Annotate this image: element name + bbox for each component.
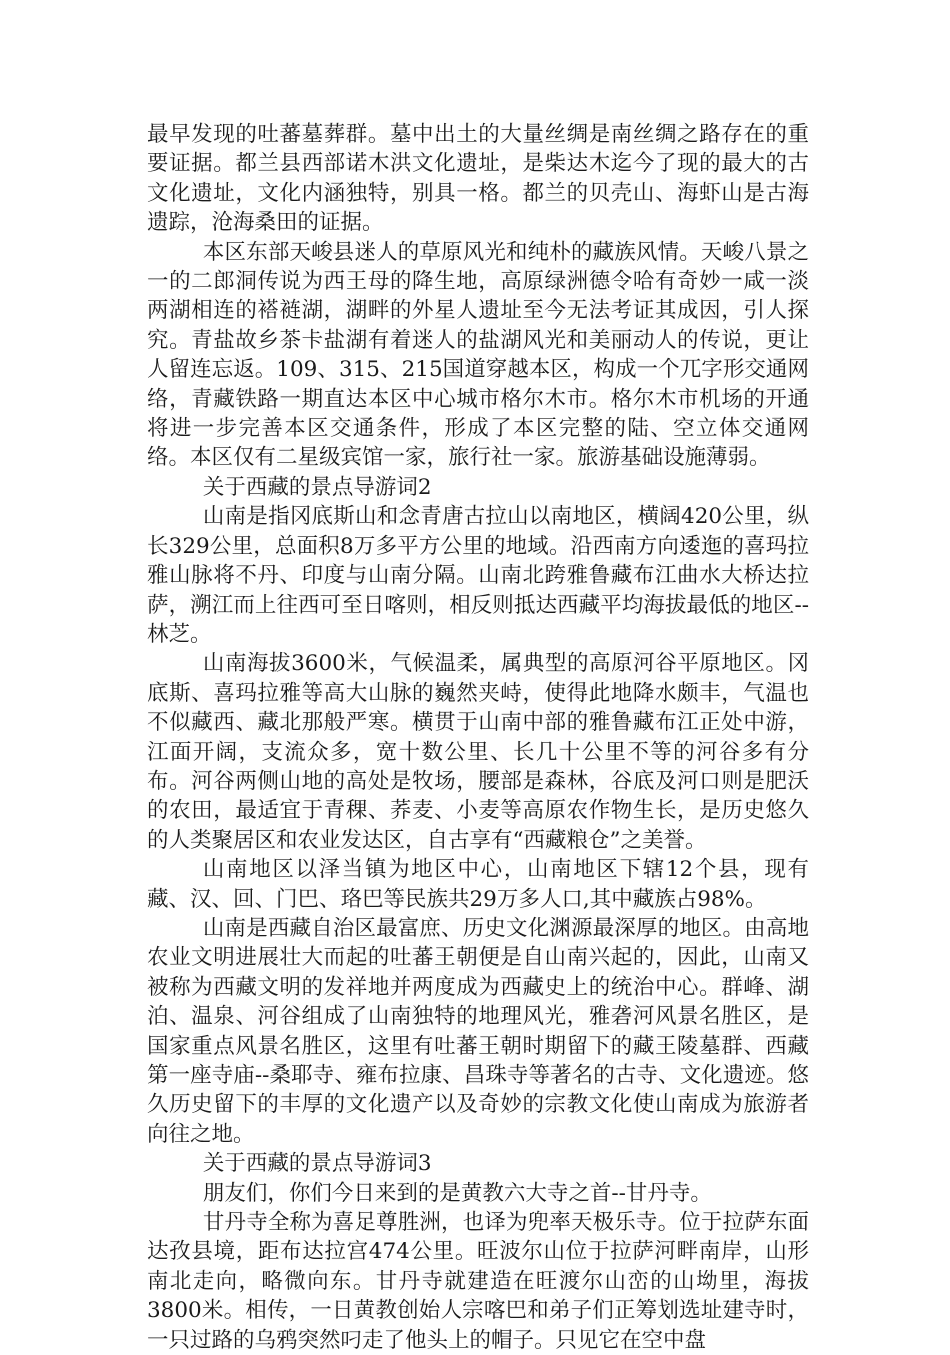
paragraph-ganden-intro: 朋友们，你们今日来到的是黄教六大寺之首--甘丹寺。 — [202, 1180, 712, 1206]
document-page — [147, 120, 809, 1355]
section-heading-3: 关于西藏的景点导游词3 — [202, 1151, 432, 1177]
paragraph-tubo-tombs: 最早发现的吐蕃墓葬群。墓中出土的大量丝绸是南丝绸之路存在的重要证据。都兰县西部诺木洪文化遗址，是柴达木迄今了现的最大的古文化遗址，文化内涵独特，别具一格。都兰的贝壳山、海虾山是古海遗踪，沧海桑田的证据。 — [147, 122, 809, 236]
paragraph-tianjun: 本区东部天峻县迷人的草原风光和纯朴的藏族风情。天峻八景之一的二郎洞传说为西王母的降生地，高原绿洲德令哈有奇妙一咸一淡两湖相连的褡裢湖，湖畔的外星人遗址至今无法考证其成因，引人探究。青盐故乡茶卡盐湖有着迷人的盐湖风光和美丽动人的传说，更让人留连忘返。109、315、215国道穿越本区，构成一个兀字形交通网络，青藏铁路一期直达本区中心城市格尔木市。格尔木市机场的开通将进一步完善本区交通条件，形成了本区完整的陆、空立体交通网络。本区仅有二星级宾馆一家，旅行社一家。旅游基础设施薄弱。 — [147, 239, 809, 471]
paragraph-shannan-population: 山南地区以泽当镇为地区中心，山南地区下辖12个县，现有藏、汉、回、门巴、珞巴等民族共29万多人口,其中藏族占98%。 — [147, 857, 809, 912]
paragraph-ganden-detail: 甘丹寺全称为喜足尊胜洲，也译为兜率天极乐寺。位于拉萨东面达孜县境，距布达拉宫474公里。旺波尔山位于拉萨河畔南岸，山形南北走向，略微向东。甘丹寺就建造在旺渡尔山峦的山坳里，海拔3800米。相传，一日黄教创始人宗喀巴和弟子们正筹划选址建寺时，一只过路的乌鸦突然叼走了他头上的帽子。只见它在空中盘 — [147, 1210, 809, 1353]
section-heading-2: 关于西藏的景点导游词2 — [202, 474, 432, 500]
paragraph-shannan-climate: 山南海拔3600米，气候温柔，属典型的高原河谷平原地区。冈底斯、喜玛拉雅等高大山脉的巍然夹峙，使得此地降水颇丰，气温也不似藏西、藏北那般严寒。横贯于山南中部的雅鲁藏布江正处中游，江面开阔，支流众多，宽十数公里、长几十公里不等的河谷多有分布。河谷两侧山地的高处是牧场，腰部是森林，谷底及河口则是肥沃的农田，最适宜于青稞、荞麦、小麦等高原农作物生长，是历史悠久的人类聚居区和农业发达区，自古享有“西藏粮仓”之美誉。 — [147, 651, 809, 853]
paragraph-shannan-location: 山南是指冈底斯山和念青唐古拉山以南地区，横阔420公里，纵长329公里，总面积8万多平方公里的地域。沿西南方向逶迤的喜玛拉雅山脉将不丹、印度与山南分隔。山南北跨雅鲁藏布江曲水大桥达拉萨，溯江而上往西可至日喀则，相反则抵达西藏平均海拔最低的地区--林芝。 — [147, 504, 809, 647]
paragraph-shannan-history: 山南是西藏自治区最富庶、历史文化渊源最深厚的地区。由高地农业文明进展壮大而起的吐蕃王朝便是自山南兴起的，因此，山南又被称为西藏文明的发祥地并两度成为西藏史上的统治中心。群峰、湖泊、温泉、河谷组成了山南独特的地理风光，雅砻河风景名胜区，是国家重点风景名胜区，这里有吐蕃王朝时期留下的藏王陵墓群、西藏第一座寺庙--桑耶寺、雍布拉康、昌珠寺等著名的古寺、文化遗迹。悠久历史留下的丰厚的文化遗产以及奇妙的宗教文化使山南成为旅游者向往之地。 — [147, 915, 809, 1147]
